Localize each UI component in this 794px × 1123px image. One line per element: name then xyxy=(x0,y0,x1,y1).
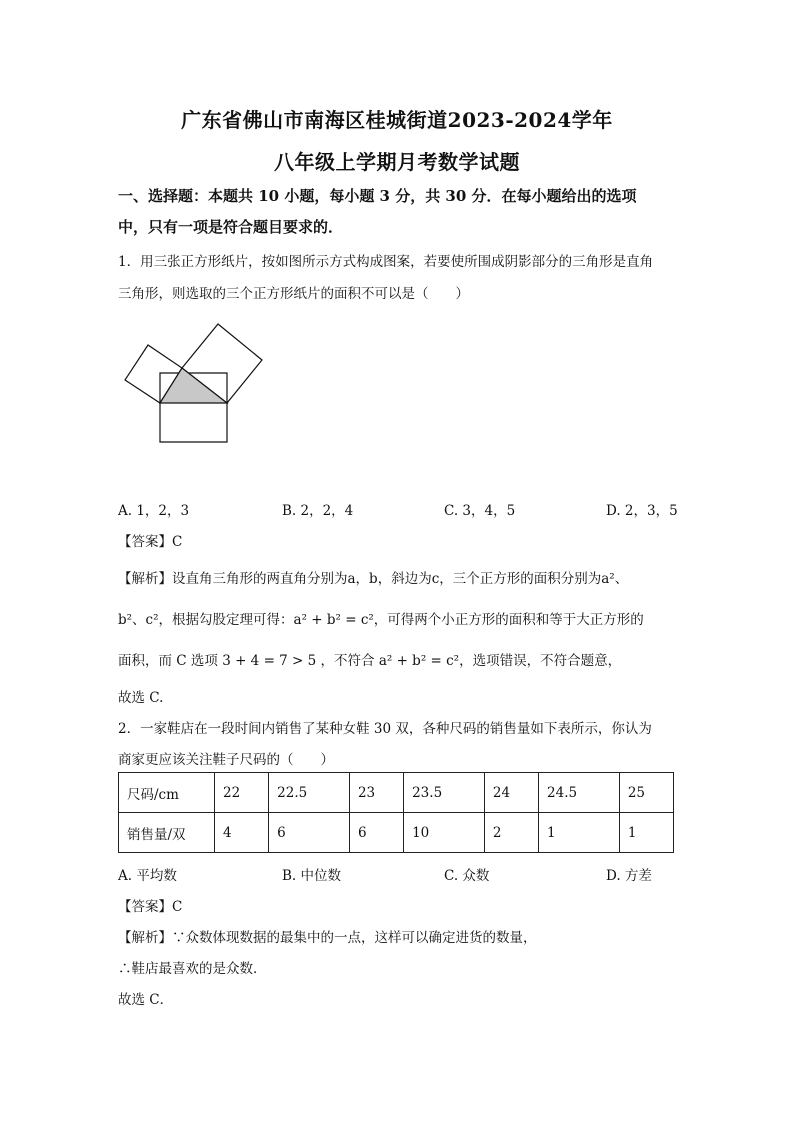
q2-analysis-line-1: 【解析】∵众数体现数据的最集中的一点，这样可以确定进货的数量， xyxy=(118,930,537,946)
q1-answer: 【答案】C xyxy=(118,534,183,550)
shoe-size-table xyxy=(118,772,674,853)
q1-analysis-line-3: 面积，而 C 选项 3 + 4 = 7 > 5 ，不符合 a² + b² = c²，选项错误，不符合题意， xyxy=(118,653,622,669)
q2-stem-line-2: 商家更应该关注鞋子尺码的（ ） xyxy=(118,752,334,768)
q1-conclusion: 故选 C. xyxy=(118,690,164,706)
table-cell: 22.5 xyxy=(269,773,350,813)
q1-analysis-line-2: b²、c²，根据勾股定理可得：a² + b² = c²，可得两个小正方形的面积和等于大正方形的 xyxy=(118,612,644,628)
table-cell: 4 xyxy=(215,813,269,853)
q2-stem-line-1: 2．一家鞋店在一段时间内销售了某种女鞋 30 双，各种尺码的销售量如下表所示，你认为 xyxy=(118,721,652,737)
q1-option-b: B. 2，2，4 xyxy=(282,503,354,519)
q2-conclusion: 故选 C． xyxy=(118,992,174,1008)
table-cell: 1 xyxy=(539,813,620,853)
table-row xyxy=(119,773,674,813)
table-cell: 10 xyxy=(404,813,485,853)
section-header-line-1: 一、选择题：本题共 10 小题，每小题 3 分，共 30 分．在每小题给出的选项 xyxy=(118,187,637,205)
q2-option-a: A. 平均数 xyxy=(118,868,177,884)
q2-option-c: C. 众数 xyxy=(444,868,490,884)
q2-answer: 【答案】C xyxy=(118,899,183,915)
three-squares-figure xyxy=(120,320,270,450)
table-cell: 尺码/cm xyxy=(119,773,215,813)
table-cell: 6 xyxy=(269,813,350,853)
table-cell: 6 xyxy=(349,813,403,853)
table-cell: 24 xyxy=(484,773,538,813)
q2-option-b: B. 中位数 xyxy=(282,868,342,884)
table-row xyxy=(119,813,674,853)
q1-option-c: C. 3，4，5 xyxy=(444,503,516,519)
table-cell: 2 xyxy=(484,813,538,853)
table-cell: 25 xyxy=(619,773,673,813)
title-line-1: 广东省佛山市南海区桂城街道2023-2024学年 xyxy=(181,108,613,132)
q1-analysis-line-1: 【解析】设直角三角形的两直角分别为a，b，斜边为c，三个正方形的面积分别为a²、 xyxy=(118,571,629,587)
table-cell: 23.5 xyxy=(404,773,485,813)
q2-analysis-line-2: ∴鞋店最喜欢的是众数． xyxy=(118,961,267,977)
q1-option-a: A. 1，2，3 xyxy=(118,503,190,519)
section-header-line-2: 中，只有一项是符合题目要求的． xyxy=(118,218,344,236)
table-cell: 22 xyxy=(215,773,269,813)
q1-stem-line-1: 1．用三张正方形纸片，按如图所示方式构成图案，若要使所围成阴影部分的三角形是直角 xyxy=(118,254,654,270)
table-cell: 1 xyxy=(619,813,673,853)
q1-option-d: D. 2，3，5 xyxy=(606,503,678,519)
q1-stem-line-2: 三角形，则选取的三个正方形纸片的面积不可以是（ ） xyxy=(118,286,469,302)
table-cell: 23 xyxy=(349,773,403,813)
title-line-2: 八年级上学期月考数学试题 xyxy=(274,150,520,174)
q2-option-d: D. 方差 xyxy=(606,868,652,884)
table-cell: 销售量/双 xyxy=(119,813,215,853)
table-cell: 24.5 xyxy=(539,773,620,813)
